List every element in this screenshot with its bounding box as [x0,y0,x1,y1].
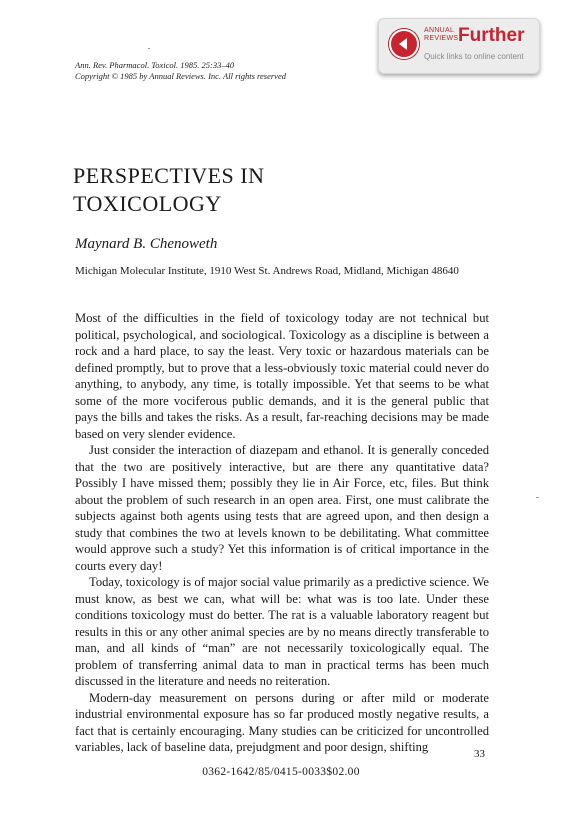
citation-copyright-line: Copyright © 1985 by Annual Reviews. Inc. All rights reserved [75,71,286,81]
annual-reviews-logo: ANNUAL REVIEWS [424,27,459,42]
body-paragraph: Just consider the interaction of diazepam and ethanol. It is generally conceded that the two are positively interactive, but are there any quantitative data? Possibly I have missed them; possibly they lie in Air Force, etc, files. But think about the problem of such research in an open area. First, one must calibrate the subjects against both agents using tests that are agreed upon, and then design a study that combines the two at levels known to be debilitating. What committee would approve such a study? Yet this information is of critical importance in the courts every day! [75,443,489,573]
page-number: 33 [474,748,485,760]
body-paragraph: Most of the difficulties in the field of toxicology today are not technical but political, psychological, and sociological. Toxicology as a discipline is between a rock and a hard place, to say the least. Very toxic or hazardous materials can be defined promptly, but to prove that a less-obviously toxic material could never do anything, to anybody, any time, is totally impossible. Yet that seems to be what some of the more vociferous public demands, and it is the general public that pays the bills and takes the risks. As a result, far-reaching decisions may be made based on very slender evidence. [75,311,489,441]
article-code: 0362-1642/85/0415-0033$02.00 [202,766,360,778]
author-name: Maynard B. Chenoweth [75,236,218,252]
body-paragraph: Today, toxicology is of major social value primarily as a predictive science. We must know, as best we can, what will be: what was is too late. Under these conditions toxicology must do better. The rat is a valuable laboratory reagent but results in this or any other animal species are by no means directly transferable to man, and all kinds of “man” are not necessarily toxicologically equal. The problem of transferring animal data to man in practical terms has been much discussed in the literature and needs no reiteration. [75,575,489,688]
body-paragraph: Modern-day measurement on persons during or after mild or moderate industrial environmental exposure has so far produced mostly negative results, a fact that is certainly encouraging. Many studies can be criticized for uncontrolled variables, lack of baseline data, prejudgment and poor design, shifting [75,690,489,754]
banner-tagline: Quick links to online content [424,52,524,61]
article-body [75,310,489,756]
title-line-1: PERSPECTIVES IN [73,163,265,188]
scan-speck [536,497,539,498]
title-line-2: TOXICOLOGY [73,191,222,216]
journal-citation [75,60,286,82]
scan-speck [148,48,150,49]
article-title [73,162,264,218]
author-affiliation: Michigan Molecular Institute, 1910 West St. Andrews Road, Midland, Michigan 48640 [75,265,459,277]
further-label: Further [458,25,525,46]
citation-journal-line: Ann. Rev. Pharmacol. Toxicol. 1985. 25:33–40 [75,60,235,70]
play-back-icon [389,29,419,59]
further-links-banner[interactable] [378,18,540,74]
